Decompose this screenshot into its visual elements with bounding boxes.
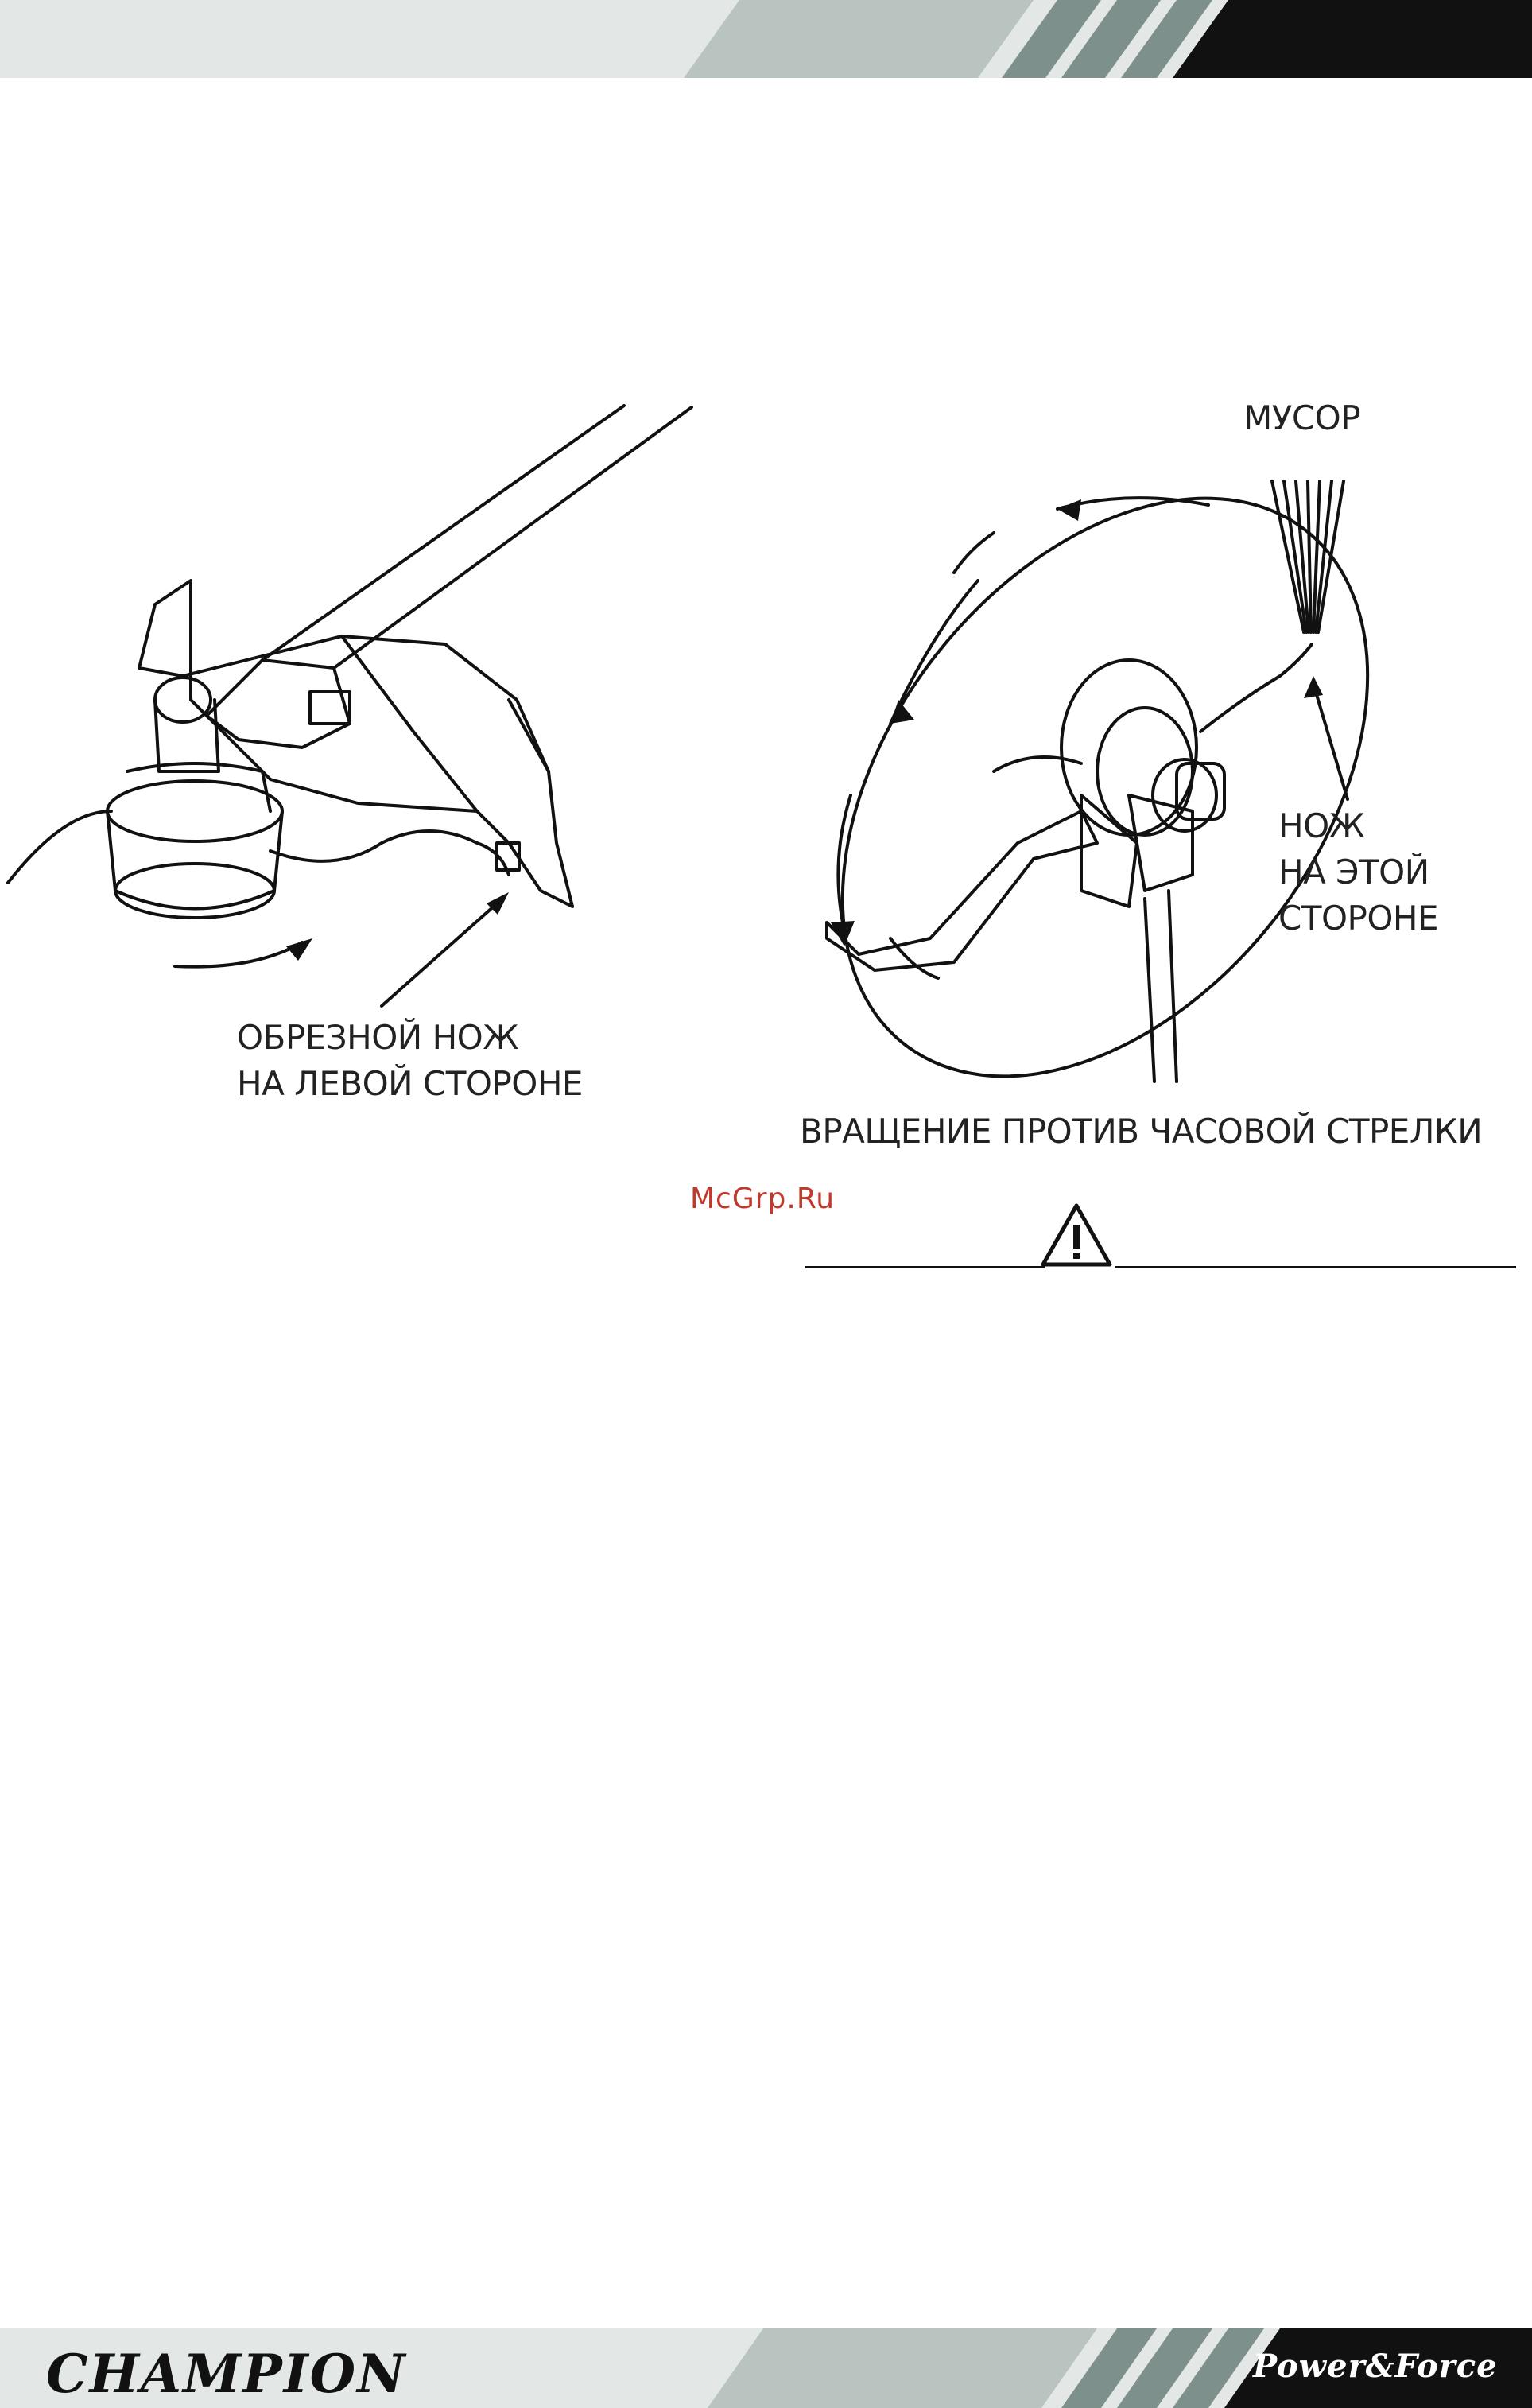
knife-line-3: СТОРОНЕ xyxy=(1278,899,1439,938)
warning-rule-right xyxy=(1115,1266,1516,1268)
brand-logo: CHAMPION xyxy=(46,2343,407,2405)
watermark: McGrp.Ru xyxy=(690,1183,836,1215)
debris-label: МУСОР xyxy=(1243,398,1361,437)
knife-line-2: НА ЭТОЙ xyxy=(1278,853,1429,891)
warning-rule-left xyxy=(805,1266,1045,1268)
rotation-diagram-illustration xyxy=(795,445,1399,1097)
trimmer-left-label xyxy=(237,1015,583,1107)
header-band xyxy=(0,0,1532,78)
trimmer-left-line-1: ОБРЕЗНОЙ НОЖ xyxy=(237,1018,518,1057)
knife-this-side-label xyxy=(1278,803,1438,942)
trimmer-left-line-2: НА ЛЕВОЙ СТОРОНЕ xyxy=(237,1064,583,1103)
rotation-label: ВРАЩЕНИЕ ПРОТИВ ЧАСОВОЙ СТРЕЛКИ xyxy=(800,1112,1483,1151)
warning-triangle-icon xyxy=(1040,1201,1113,1269)
knife-line-1: НОЖ xyxy=(1278,806,1365,845)
trimmer-guard-illustration xyxy=(0,398,716,1050)
brand-tagline: Power&Force xyxy=(1253,2348,1498,2385)
